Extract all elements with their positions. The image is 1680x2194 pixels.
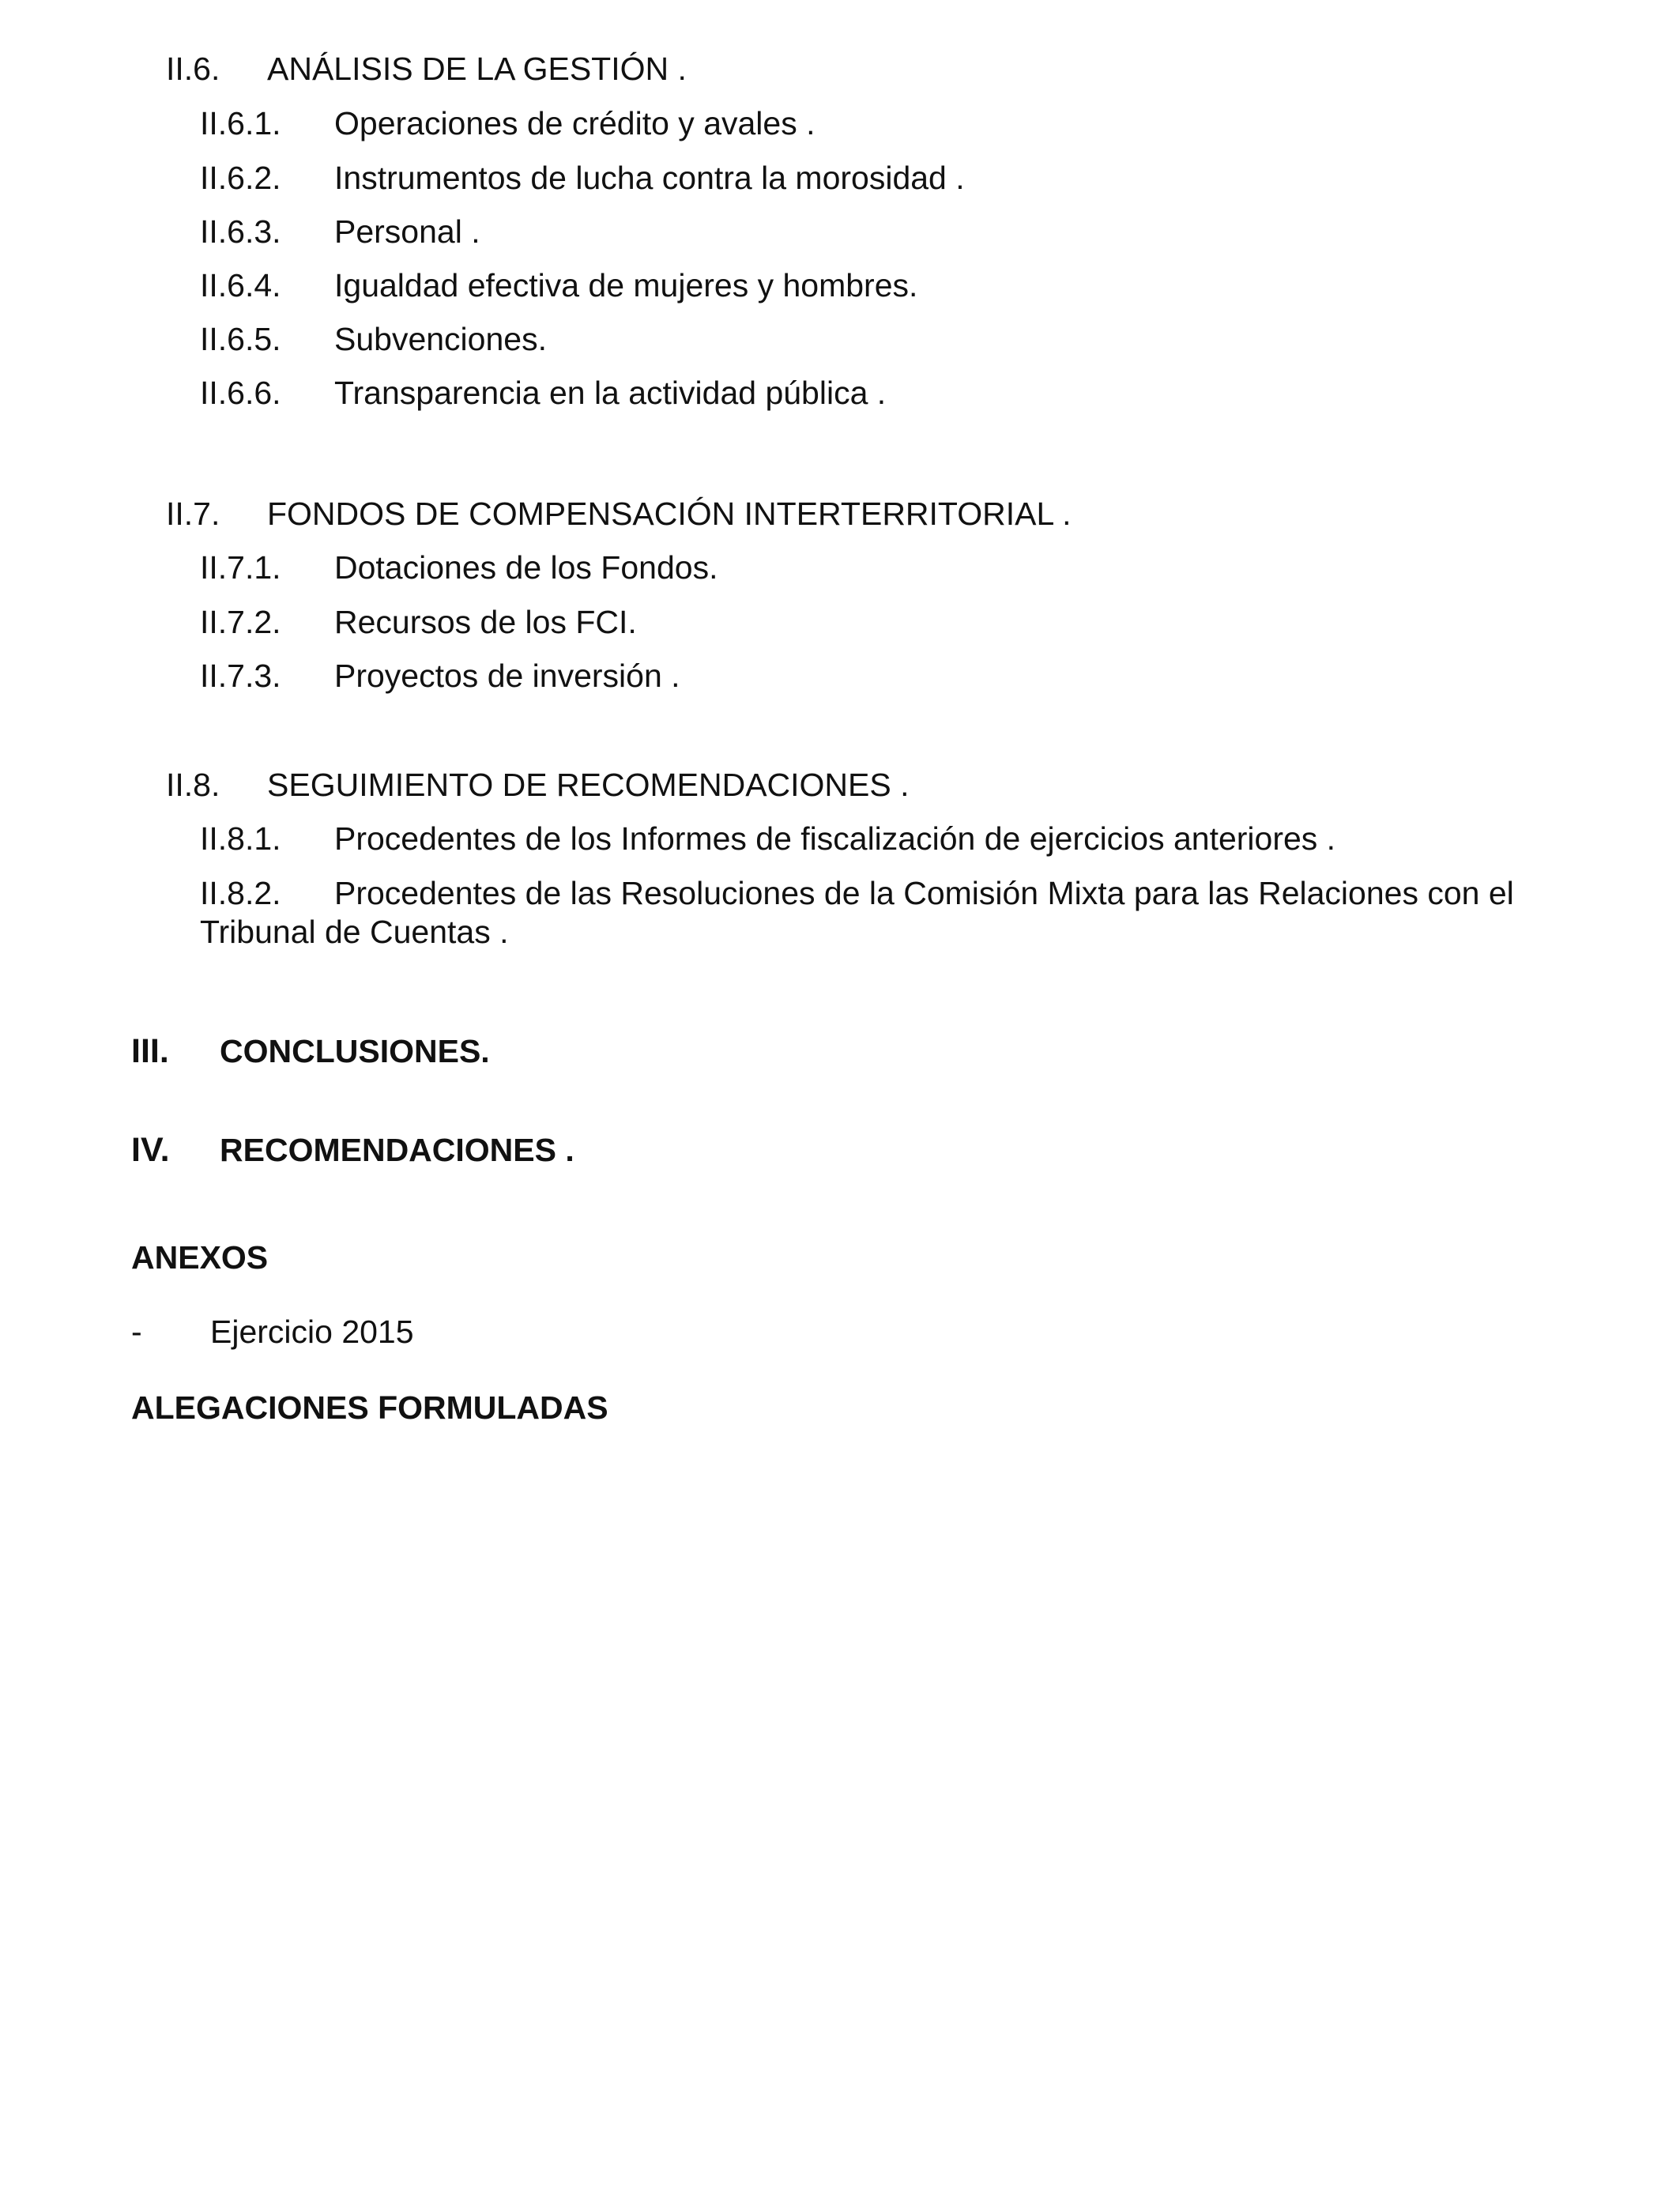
annex-item-text: Ejercicio 2015 — [210, 1314, 414, 1350]
annexes-heading: ANEXOS — [131, 1239, 269, 1276]
item-number: II.6.6. — [200, 375, 281, 411]
item-number: II.6.5. — [200, 321, 281, 357]
item-text: Operaciones de crédito y avales . — [334, 105, 816, 141]
section-title: ANÁLISIS DE LA GESTIÓN . — [267, 51, 687, 87]
item-text: Subvenciones. — [334, 321, 547, 357]
item-number: II.6.2. — [200, 160, 281, 196]
allegations-heading: ALEGACIONES FORMULADAS — [131, 1389, 608, 1426]
section-number: II.7. — [166, 496, 220, 532]
item-number: II.7.1. — [200, 549, 281, 586]
item-number: II.6.3. — [200, 213, 281, 250]
chapter-number: III. — [131, 1032, 169, 1070]
item-text: Procedentes de las Resoluciones de la Comisión Mixta para las Relaciones con el — [334, 875, 1514, 911]
item-number: II.8.2. — [200, 875, 281, 911]
chapter-title: CONCLUSIONES. — [220, 1033, 490, 1069]
item-number: II.8.1. — [200, 820, 281, 857]
item-text: Proyectos de inversión . — [334, 658, 680, 694]
item-number: II.7.2. — [200, 604, 281, 640]
item-text: Instrumentos de lucha contra la morosidad . — [334, 160, 965, 196]
item-text: Transparencia en la actividad pública . — [334, 375, 887, 411]
item-number: II.7.3. — [200, 658, 281, 694]
item-text: Dotaciones de los Fondos. — [334, 549, 718, 586]
item-number: II.6.4. — [200, 267, 281, 303]
item-text: Personal . — [334, 213, 480, 250]
item-text: Igualdad efectiva de mujeres y hombres. — [334, 267, 918, 303]
annex-bullet: - — [131, 1314, 142, 1350]
item-text: Recursos de los FCI. — [334, 604, 637, 640]
toc-item-ii-8-2-continuation: Tribunal de Cuentas . — [200, 914, 509, 950]
item-text: Procedentes de los Informes de fiscalización de ejercicios anteriores . — [334, 820, 1336, 857]
chapter-number: IV. — [131, 1131, 170, 1169]
chapter-title: RECOMENDACIONES . — [220, 1132, 574, 1168]
section-number: II.6. — [166, 51, 220, 87]
section-number: II.8. — [166, 767, 220, 803]
item-number: II.6.1. — [200, 105, 281, 141]
section-title: FONDOS DE COMPENSACIÓN INTERTERRITORIAL . — [267, 496, 1072, 532]
section-title: SEGUIMIENTO DE RECOMENDACIONES . — [267, 767, 910, 803]
